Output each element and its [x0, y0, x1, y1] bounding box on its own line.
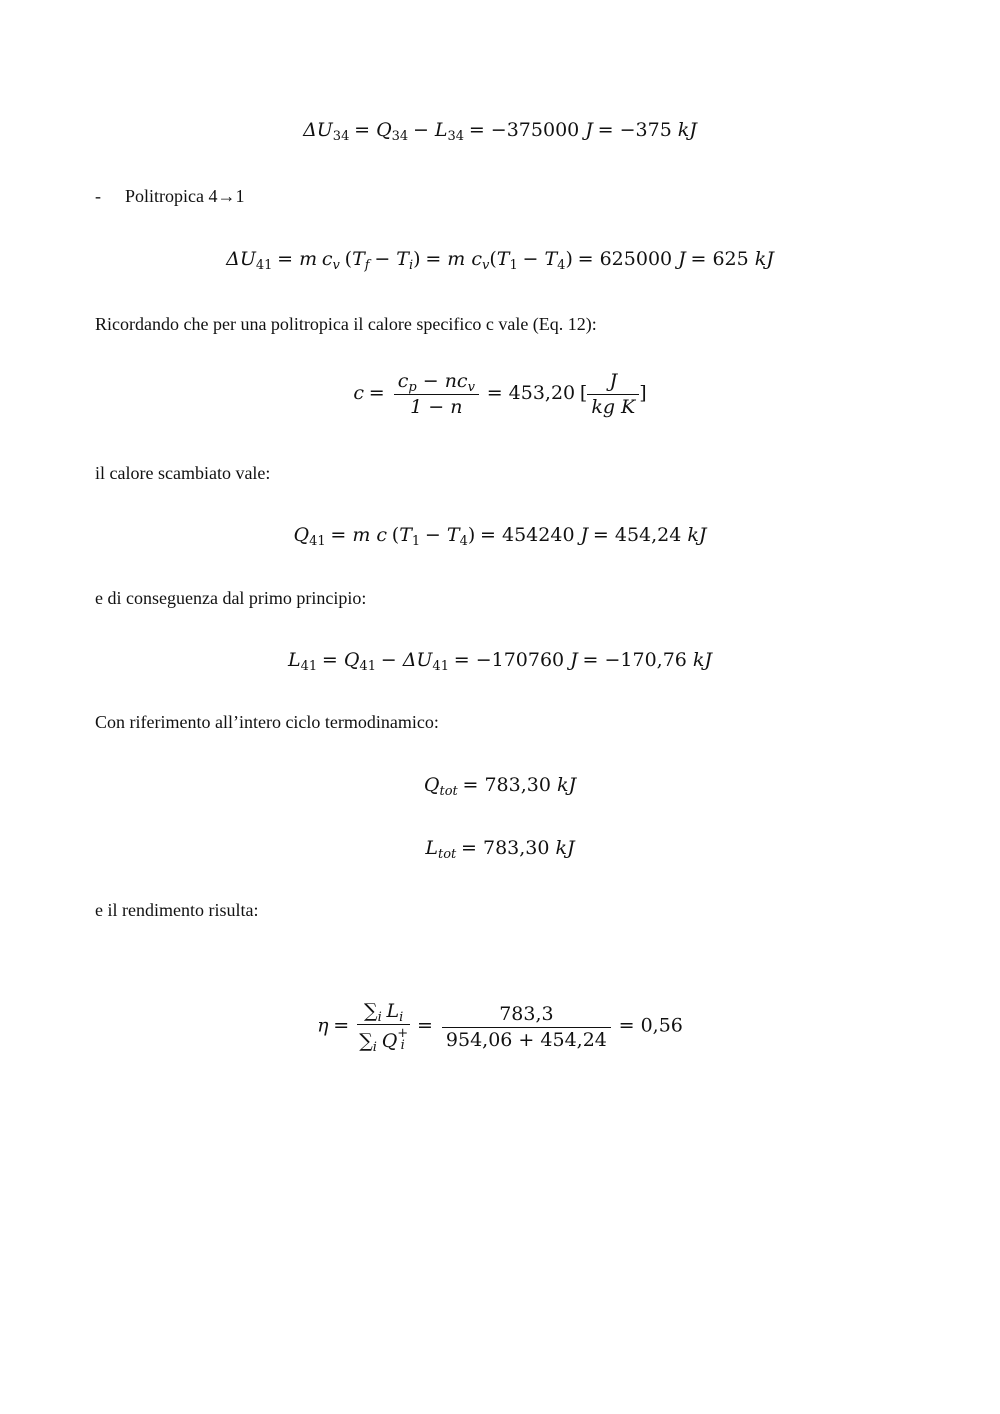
- subscript: 41: [255, 258, 273, 273]
- subscript: 4: [459, 534, 468, 549]
- result: 0,56: [640, 1014, 683, 1037]
- subscript: i: [377, 1010, 382, 1025]
- symbol: Q: [343, 649, 360, 671]
- symbol: L: [434, 119, 448, 141]
- unit: kJ: [687, 524, 707, 546]
- symbol: c: [397, 370, 409, 392]
- paragraph-calore-scambiato: il calore scambiato vale:: [95, 463, 271, 483]
- symbol: c: [353, 381, 364, 404]
- paragraph-ciclo-termodinamico: Con riferimento all’intero ciclo termodinamico:: [95, 712, 439, 732]
- symbol: Q: [423, 774, 440, 796]
- unit-fraction: [587, 372, 639, 417]
- value: −375: [619, 119, 672, 141]
- fraction-sum: [357, 1000, 410, 1055]
- subscript: i: [400, 1038, 405, 1053]
- equation-delta-u-41: $\Delta U_{41} = m$ $c_v$ $(T_f - T_i) = m$ $c_v(T_1 - T_4) = 625000$ J = 625 kJ: [226, 248, 774, 273]
- subscript: v: [467, 380, 475, 395]
- symbol: T: [496, 248, 510, 270]
- subscript: i: [372, 1040, 377, 1055]
- subscript: 41: [309, 534, 326, 549]
- equation-q-41: $Q_{41} = m$ c $(T_1 - T_4) = 454240$ J = 454,24 kJ: [293, 524, 707, 549]
- unit: kJ: [677, 119, 697, 141]
- symbol: T: [544, 248, 558, 270]
- symbol: nc: [444, 370, 468, 392]
- sum-symbol: ∑: [359, 1030, 373, 1052]
- value: 453,20: [508, 381, 576, 404]
- paragraph-rendimento: e il rendimento risulta:: [95, 900, 259, 920]
- symbol: ΔU: [303, 119, 333, 141]
- subscript: 34: [447, 129, 465, 144]
- symbol: m c: [352, 524, 388, 546]
- symbol: L: [287, 649, 301, 671]
- symbol: L: [386, 1000, 400, 1022]
- unit: J: [585, 119, 593, 141]
- unit: J: [678, 248, 686, 270]
- subscript: 41: [300, 659, 318, 674]
- unit-numerator: J: [587, 372, 639, 395]
- symbol: T: [399, 524, 412, 546]
- subscript: v: [332, 258, 340, 273]
- symbol: ΔU: [226, 248, 256, 270]
- unit: J: [570, 649, 578, 671]
- subscript: 41: [432, 659, 449, 674]
- subscript: 1: [509, 258, 518, 273]
- symbol: T: [396, 248, 409, 270]
- equation-l-41: $L_{41} = Q_{41} - \Delta U_{41} = -170760$ J = −170,76 kJ: [287, 649, 713, 674]
- subscript: i: [408, 258, 414, 273]
- equation-delta-u-34: $\Delta U_{34} = Q_{34} - L_{34} = -375000$ J = −375 kJ: [303, 119, 697, 144]
- fraction-values: [442, 1002, 611, 1051]
- symbol: T: [446, 524, 460, 546]
- subscript: tot: [439, 784, 458, 799]
- symbol: Q: [376, 119, 392, 141]
- symbol: η: [317, 1014, 329, 1037]
- paragraph-politropica-calore: Ricordando che per una politropica il calore specifico c vale (Eq. 12):: [95, 314, 597, 334]
- subscript: 34: [391, 129, 409, 144]
- equation-q-tot: $Q_{tot} = 783,30$ kJ: [423, 774, 577, 799]
- unit: kJ: [754, 248, 774, 270]
- symbol: c: [321, 248, 333, 270]
- unit: kJ: [556, 774, 577, 796]
- value: −170,76: [604, 649, 687, 671]
- value: −375000: [490, 119, 580, 141]
- subscript: f: [364, 258, 370, 273]
- subscript: 4: [557, 258, 566, 273]
- subscript: p: [408, 380, 417, 395]
- value: 625: [712, 248, 749, 270]
- fraction: $\frac{c_p - nc_v}{1 - n}$: [394, 372, 479, 417]
- symbol: ΔU: [402, 649, 433, 671]
- equation-l-tot: $L_{tot} = 783,30$ kJ: [425, 837, 575, 862]
- equation-calore-specifico: c = $\frac{c_p - nc_v}{1 - n}$ = 453,20 [ $\frac{J}{\text{kg K}}$ ]: [353, 370, 647, 418]
- subscript: i: [399, 1010, 404, 1025]
- symbol: Q: [381, 1030, 398, 1052]
- subscript: 34: [332, 129, 350, 144]
- value: −170760: [475, 649, 565, 671]
- subscript: 41: [359, 659, 376, 674]
- denominator: 1 − n: [410, 396, 463, 418]
- symbol: m: [299, 248, 318, 270]
- superscript: +: [397, 1026, 409, 1041]
- unit: kJ: [692, 649, 713, 671]
- value: 454240: [502, 524, 575, 546]
- value: 783,30: [484, 774, 551, 796]
- subscript: tot: [438, 847, 457, 862]
- paragraph-primo-principio: e di conseguenza dal primo principio:: [95, 588, 367, 608]
- value: 454,24: [614, 524, 682, 546]
- value: 783,30: [483, 837, 550, 859]
- sum-symbol: ∑: [364, 1000, 378, 1022]
- bullet-label: Politropica 4→1: [125, 186, 245, 206]
- numerator: 783,3: [442, 1005, 611, 1028]
- unit: kJ: [555, 837, 575, 859]
- value: 625000: [599, 248, 673, 270]
- equation-rendimento: η = $\sum_i$ $L_i$ $\sum_i$ Q + i = $\frac{783,3}{954,06 + 454,24}$ = 0,56: [317, 1000, 683, 1055]
- bullet-dash: -: [95, 186, 101, 206]
- symbol: L: [425, 837, 438, 859]
- symbol: Q: [293, 524, 310, 546]
- subscript: 1: [411, 534, 421, 549]
- unit-denominator: kg K: [591, 396, 636, 418]
- symbol: T: [352, 248, 365, 270]
- unit: J: [580, 524, 589, 546]
- denominator: 954,06 + 454,24: [445, 1028, 607, 1051]
